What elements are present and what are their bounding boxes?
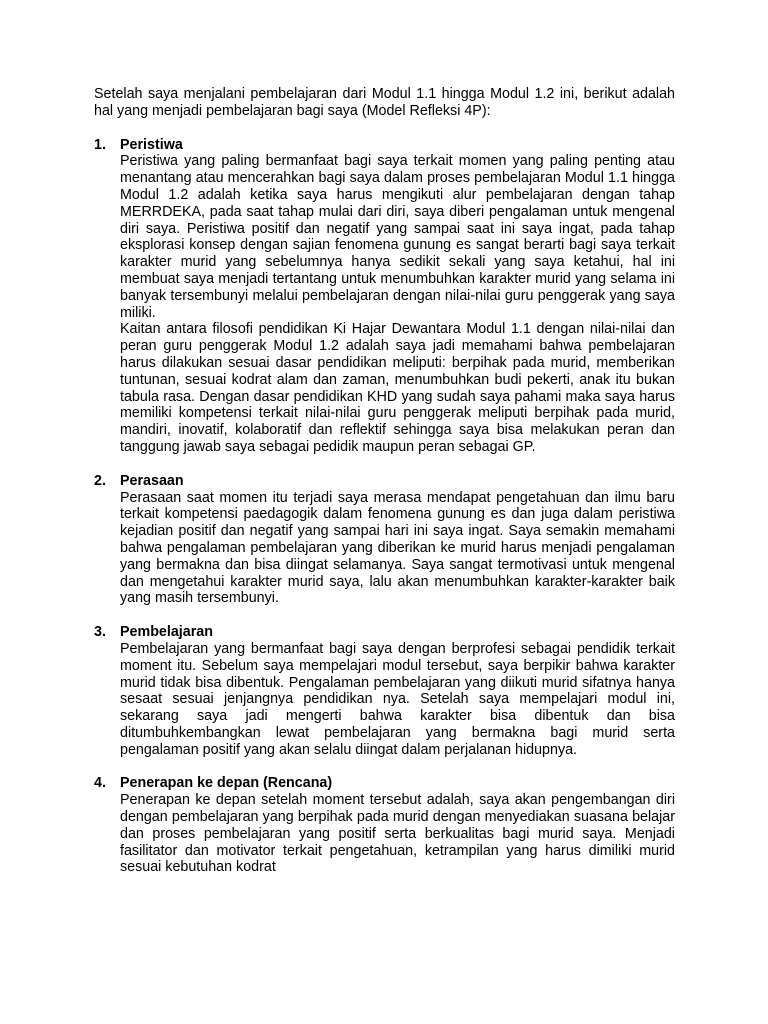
intro-paragraph: Setelah saya menjalani pembelajaran dari Modul 1.1 hingga Modul 1.2 ini, berikut adalah hal yang menjadi pembelajaran bagi saya (Model Refleksi 4P):	[94, 86, 675, 119]
section-number: 4.	[94, 775, 106, 792]
section-penerapan	[94, 775, 675, 876]
document-page	[94, 86, 675, 893]
section-title: Penerapan ke depan (Rencana)	[120, 775, 333, 792]
section-number: 2.	[94, 472, 106, 489]
section-title: Pembelajaran	[120, 624, 213, 641]
section-paragraph: Penerapan ke depan setelah moment tersebut adalah, saya akan pengembangan diri dengan pembelajaran yang berpihak pada murid dengan menyediakan suasana belajar dan proses pembelajaran yang positif serta berkualitas bagi murid saya. Menjadi fasilitator dan motivator terkait pengetahuan, ketrampilan yang harus dimiliki murid sesuai kebutuhan kodrat	[120, 792, 675, 876]
section-pembelajaran	[94, 624, 675, 758]
section-number: 3.	[94, 624, 106, 641]
section-peristiwa	[94, 137, 675, 456]
section-perasaan	[94, 473, 675, 607]
section-title: Peristiwa	[120, 136, 183, 153]
section-paragraph: Kaitan antara filosofi pendidikan Ki Hajar Dewantara Modul 1.1 dengan nilai-nilai dan peran guru penggerak Modul 1.2 adalah saya jadi memahami bahwa pembelajaran harus dilakukan sesuai dasar pendidikan meliputi: berpihak pada murid, memberikan tuntunan, sesuai kodrat alam dan zaman, menumbuhkan budi pekerti, anak itu bukan tabula rasa. Dengan dasar pendidikan KHD yang sudah saya pahami maka saya harus memiliki kompetensi terkait nilai-nilai guru penggerak meliputi berpihak pada murid, mandiri, inovatif, kolaboratif dan reflektif sehingga saya bisa melakukan peran dan tanggung jawab saya sebagai pedidik maupun peran sebagai GP.	[120, 321, 675, 455]
section-title: Perasaan	[120, 472, 184, 489]
section-paragraph: Perasaan saat momen itu terjadi saya merasa mendapat pengetahuan dan ilmu baru terkait kompetensi paedagogik dalam fenomena gunung es dan juga dalam peristiwa kejadian positif dan negatif yang sampai hari ini saya ingat. Saya semakin memahami bahwa pengalaman pembelajaran yang diberikan ke murid harus menjadi pengalaman yang bermakna dan bisa diingat selamanya. Saya sangat termotivasi untuk mengenal dan mengetahui karakter murid saya, lalu akan menumbuhkan karakter-karakter baik yang masih tersembunyi.	[120, 489, 675, 607]
section-number: 1.	[94, 136, 106, 153]
section-paragraph: Peristiwa yang paling bermanfaat bagi saya terkait momen yang paling penting atau menantang atau mencerahkan bagi saya dalam proses pembelajaran Modul 1.1 hingga Modul 1.2 adalah ketika saya harus mengikuti alur pembelajaran dengan tahap MERRDEKA, pada saat tahap mulai dari diri, saya diberi pengalaman untuk mengenal diri saya. Peristiwa positif dan negatif yang sampai saat ini saya ingat, pada tahap eksplorasi konsep dengan sajian fenomena gunung es sangat berarti bagi saya terkait karakter murid yang sebelumnya hanya sedikit sekali yang saya ketahui, hal ini membuat saya menjadi tertantang untuk menumbuhkan karakter murid yang selama ini banyak tersembunyi melalui pembelajaran dengan nilai-nilai guru penggerak yang saya miliki.	[120, 153, 675, 321]
section-paragraph: Pembelajaran yang bermanfaat bagi saya dengan berprofesi sebagai pendidik terkait moment itu. Sebelum saya mempelajari modul tersebut, saya berpikir bahwa karakter murid tidak bisa dibentuk. Pengalaman pembelajaran yang diikuti murid sifatnya hanya sesaat sesuai jenjangnya pendidikan nya. Setelah saya mempelajari modul ini, sekarang saya jadi mengerti bahwa karakter bisa dibentuk dan bisa ditumbuhkembangkan lewat pembelajaran yang bermakna bagi murid serta pengalaman positif yang akan selalu diingat dalam perjalanan hidupnya.	[120, 640, 675, 758]
